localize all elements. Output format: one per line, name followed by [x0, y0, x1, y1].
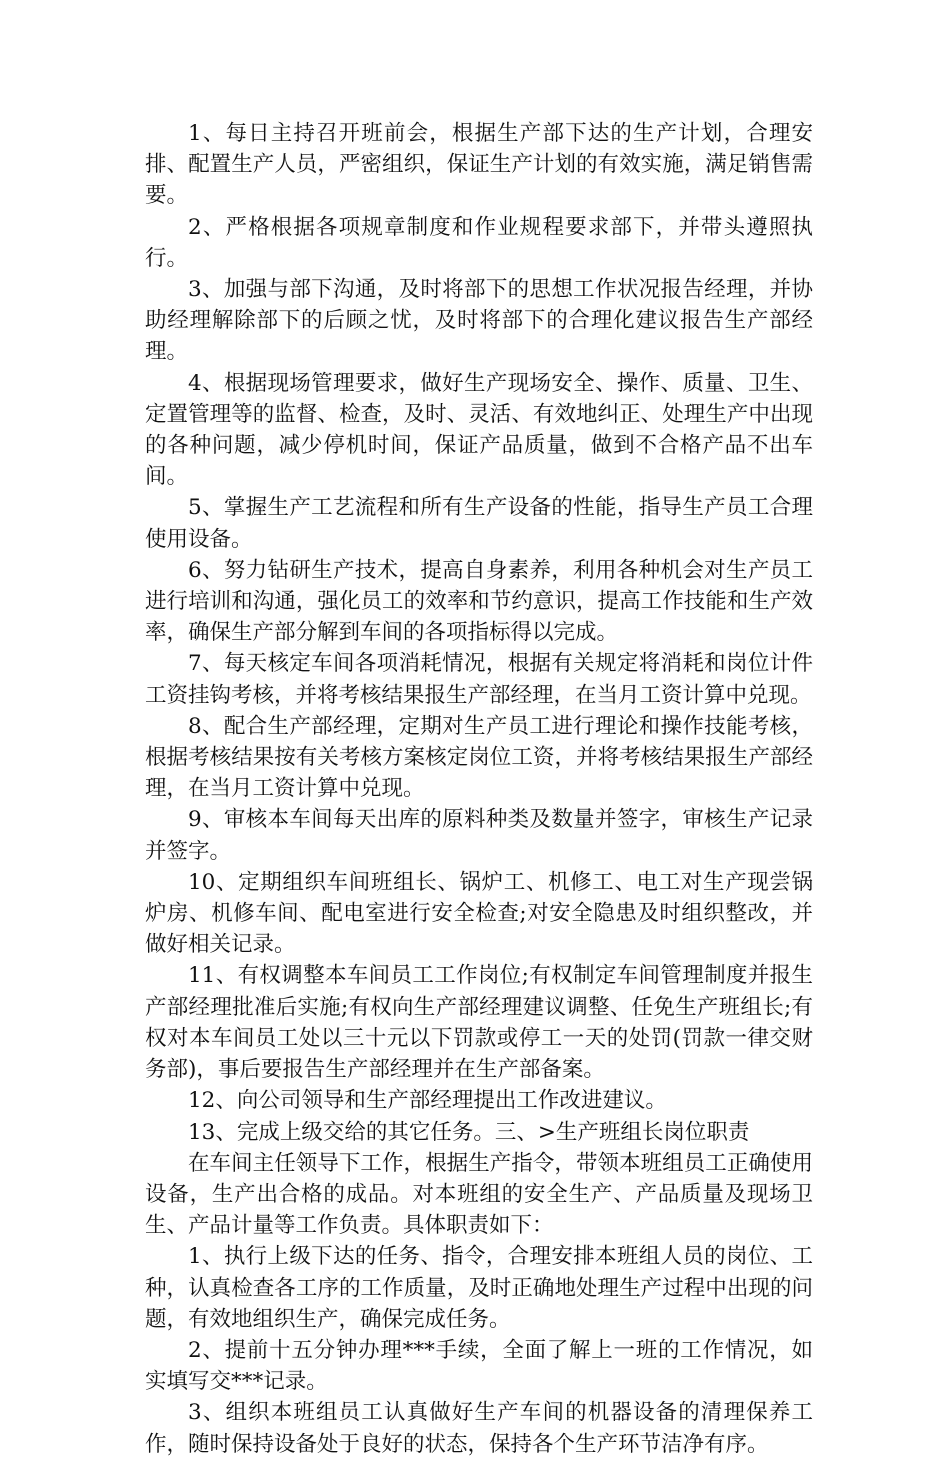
paragraph-15: 1、执行上级下达的任务、指令，合理安排本班组人员的岗位、工种，认真检查各工序的工作质量，及时正确地处理生产过程中出现的问题，有效地组织生产，确保完成任务。: [145, 1244, 813, 1332]
paragraph-4: 4、根据现场管理要求，做好生产现场安全、操作、质量、卫生、定置管理等的监督、检查，及时、灵活、有效地纠正、处理生产中出现的各种问题，减少停机时间，保证产品质量，做到不合格产品不出车间。: [145, 370, 813, 490]
paragraph-11: 11、有权调整本车间员工工作岗位;有权制定车间管理制度并报生产部经理批准后实施;有权向生产部经理建议调整、任免生产班组长;有权对本车间员工处以三十元以下罚款或停工一天的处罚(罚款一律交财务部)，事后要报告生产部经理并在生产部备案。: [145, 963, 813, 1083]
paragraph-1: 1、每日主持召开班前会，根据生产部下达的生产计划，合理安排、配置生产人员，严密组织，保证生产计划的有效实施，满足销售需要。: [145, 121, 813, 209]
paragraph-17: 3、组织本班组员工认真做好生产车间的机器设备的清理保养工作，随时保持设备处于良好的状态，保持各个生产环节洁净有序。: [145, 1400, 813, 1457]
paragraph-13: 13、完成上级交给的其它任务。三、>生产班组长岗位职责: [188, 1119, 750, 1145]
paragraph-8: 8、配合生产部经理，定期对生产员工进行理论和操作技能考核，根据考核结果按有关考核方案核定岗位工资，并将考核结果报生产部经理，在当月工资计算中兑现。: [145, 713, 813, 802]
paragraph-12: 12、向公司领导和生产部经理提出工作改进建议。: [188, 1088, 667, 1114]
paragraph-10: 10、定期组织车间班组长、锅炉工、机修工、电工对生产现尝锅炉房、机修车间、配电室进行安全检查;对安全隐患及时组织整改，并做好相关记录。: [145, 869, 813, 958]
document-body: [145, 118, 813, 1460]
paragraph-14: 在车间主任领导下工作，根据生产指令，带领本班组员工正确使用设备，生产出合格的成品。对本班组的安全生产、产品质量及现场卫生、产品计量等工作负责。具体职责如下：: [145, 1150, 813, 1239]
paragraph-3: 3、加强与部下沟通，及时将部下的思想工作状况报告经理，并协助经理解除部下的后顾之忧，及时将部下的合理化建议报告生产部经理。: [145, 277, 813, 365]
paragraph-16: 2、提前十五分钟办理***手续，全面了解上一班的工作情况，如实填写交***记录。: [145, 1337, 813, 1395]
paragraph-2: 2、严格根据各项规章制度和作业规程要求部下，并带头遵照执行。: [145, 214, 813, 271]
paragraph-7: 7、每天核定车间各项消耗情况，根据有关规定将消耗和岗位计件工资挂钩考核，并将考核结果报生产部经理，在当月工资计算中兑现。: [145, 651, 813, 708]
paragraph-5: 5、掌握生产工艺流程和所有生产设备的性能，指导生产员工合理使用设备。: [145, 495, 813, 552]
paragraph-9: 9、审核本车间每天出库的原料种类及数量并签字，审核生产记录并签字。: [145, 807, 813, 864]
paragraph-6: 6、努力钻研生产技术，提高自身素养，利用各种机会对生产员工进行培训和沟通，强化员工的效率和节约意识，提高工作技能和生产效率，确保生产部分解到车间的各项指标得以完成。: [145, 557, 813, 646]
